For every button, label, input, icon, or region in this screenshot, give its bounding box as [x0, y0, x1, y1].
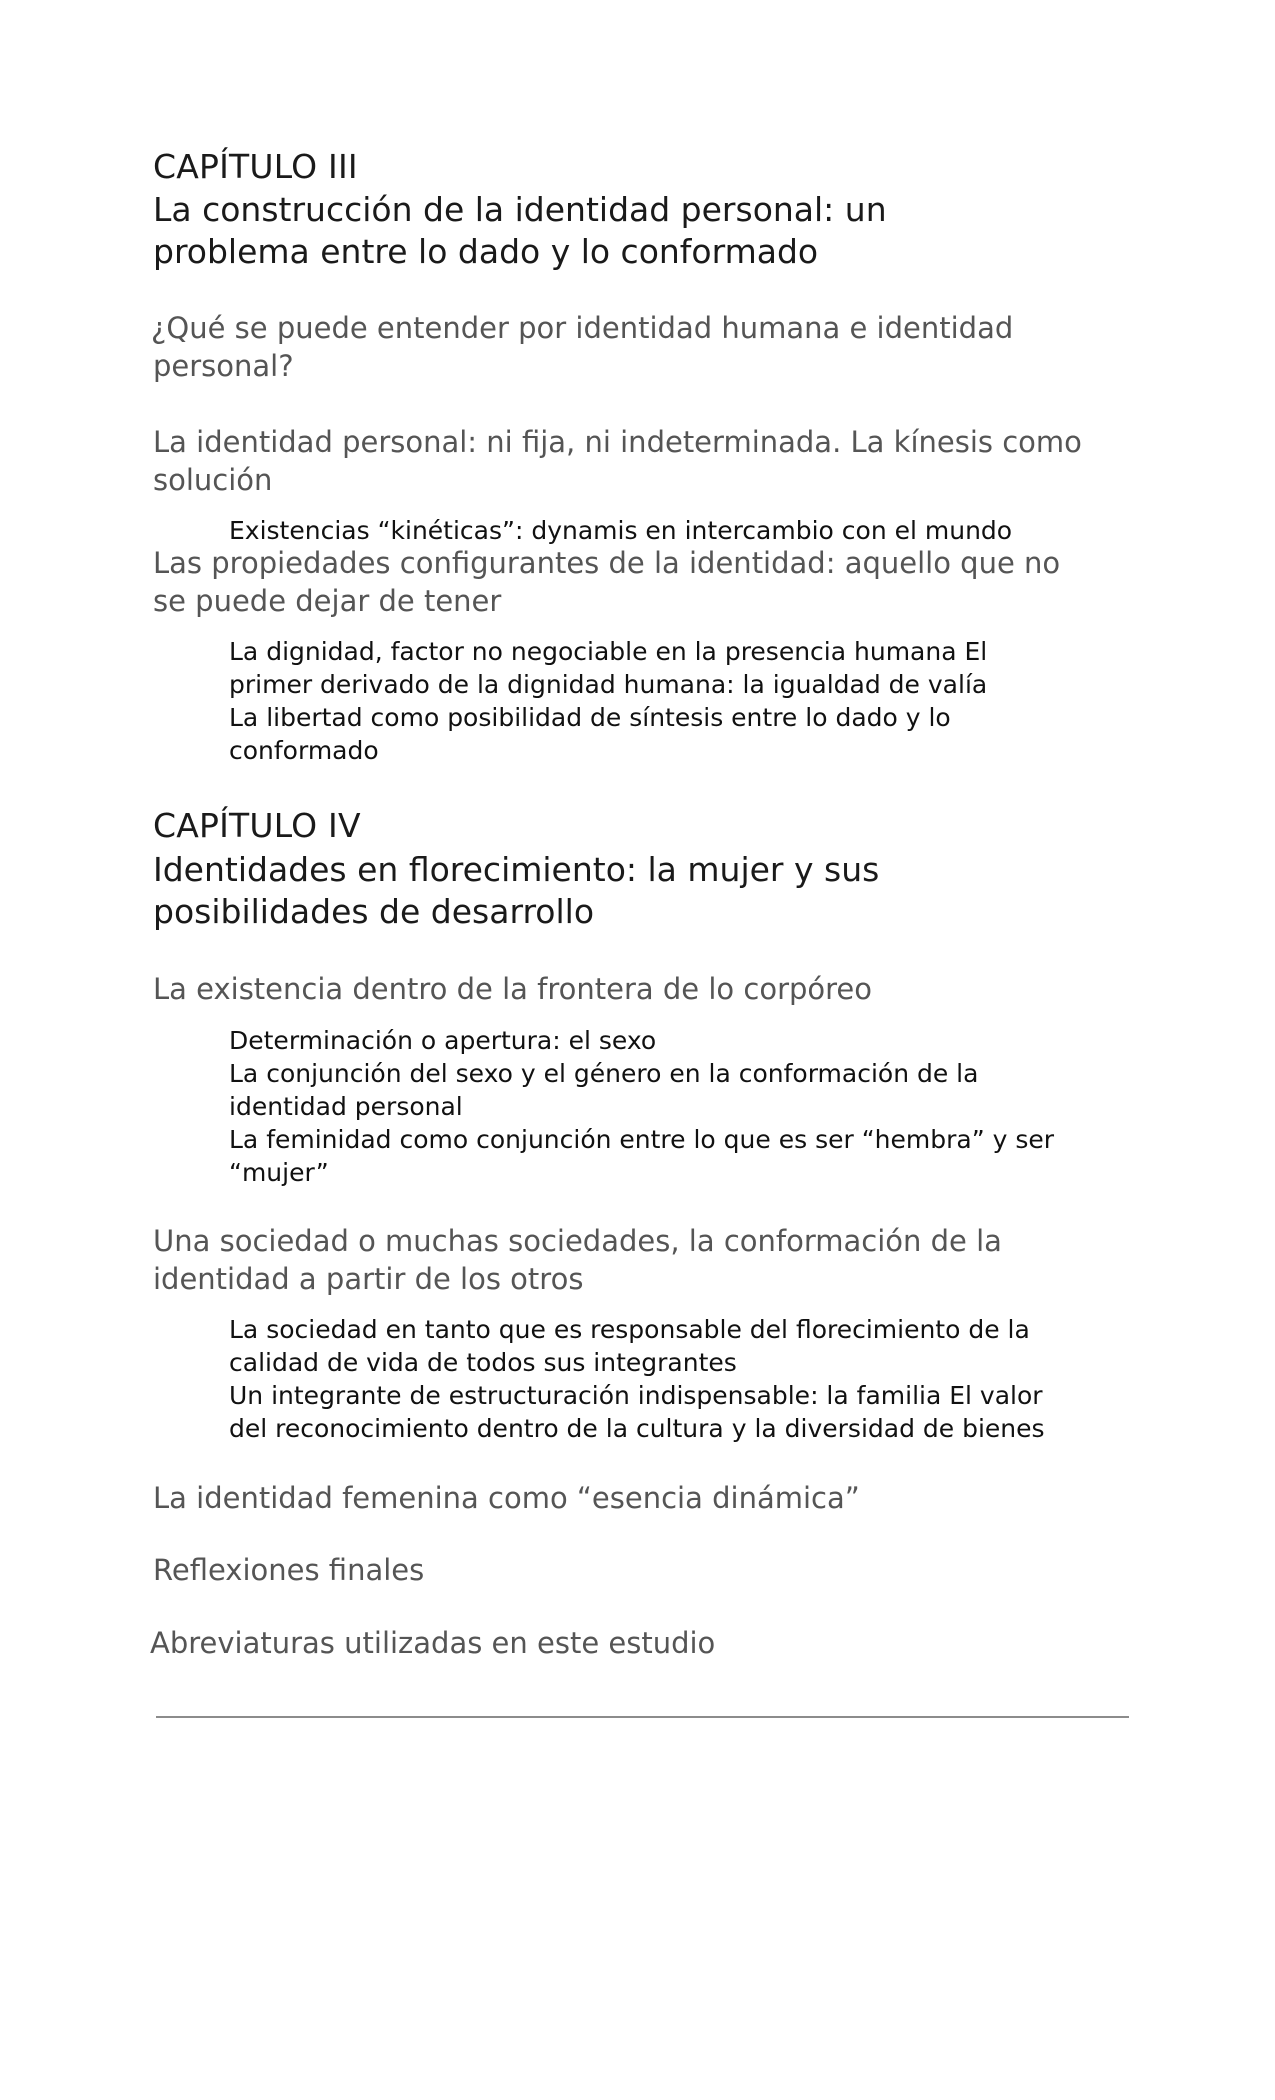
chapter-4-title-line-1: Identidades en florecimiento: la mujer y sus — [153, 850, 880, 889]
toc-subsection-line: primer derivado de la dignidad humana: la igualdad de valía — [229, 670, 988, 699]
toc-subsection-line: La libertad como posibilidad de síntesis entre lo dado y lo — [229, 703, 951, 732]
chapter-4-label: CAPÍTULO IV — [153, 806, 361, 845]
toc-section-line: Reflexiones finales — [153, 1553, 425, 1587]
toc-section-line: personal? — [153, 349, 294, 383]
toc-section-line: Las propiedades configurantes de la identidad: aquello que no — [153, 546, 1061, 580]
toc-section-line: Abreviaturas utilizadas en este estudio — [150, 1626, 716, 1660]
chapter-3-title-line-2: problema entre lo dado y lo conformado — [153, 232, 819, 271]
toc-section-line: ¿Qué se puede entender por identidad humana e identidad — [151, 311, 1014, 345]
toc-subsection-line: La dignidad, factor no negociable en la presencia humana El — [229, 637, 988, 666]
toc-section-line: La identidad femenina como “esencia dinámica” — [153, 1481, 860, 1515]
toc-subsection-line: Un integrante de estructuración indispensable: la familia El valor — [229, 1381, 1043, 1410]
toc-section-line: La existencia dentro de la frontera de lo corpóreo — [153, 972, 873, 1006]
toc-subsection-line: La conjunción del sexo y el género en la conformación de la — [229, 1059, 979, 1088]
chapter-3-label: CAPÍTULO III — [153, 147, 358, 186]
chapter-3-title-line-1: La construcción de la identidad personal: un — [153, 190, 887, 229]
toc-subsection-line: del reconocimiento dentro de la cultura y la diversidad de bienes — [229, 1414, 1045, 1443]
toc-subsection-line: conformado — [229, 736, 379, 765]
toc-subsection-line: Existencias “kinéticas”: dynamis en intercambio con el mundo — [229, 516, 1013, 545]
chapter-4-title-line-2: posibilidades de desarrollo — [153, 892, 595, 931]
toc-subsection-line: “mujer” — [229, 1158, 329, 1187]
toc-section-line: Una sociedad o muchas sociedades, la conformación de la — [153, 1224, 1002, 1258]
toc-subsection-line: calidad de vida de todos sus integrantes — [229, 1348, 737, 1377]
toc-subsection-line: La sociedad en tanto que es responsable del florecimiento de la — [229, 1315, 1030, 1344]
divider-line — [156, 1716, 1129, 1718]
toc-subsection-line: identidad personal — [229, 1092, 463, 1121]
toc-subsection-line: La feminidad como conjunción entre lo que es ser “hembra” y ser — [229, 1125, 1055, 1154]
toc-section-line: se puede dejar de tener — [153, 584, 502, 618]
toc-section-line: La identidad personal: ni fija, ni indeterminada. La kínesis como — [153, 425, 1082, 459]
toc-subsection-line: Determinación o apertura: el sexo — [229, 1026, 657, 1055]
toc-section-line: identidad a partir de los otros — [153, 1262, 584, 1296]
toc-section-line: solución — [153, 463, 273, 497]
